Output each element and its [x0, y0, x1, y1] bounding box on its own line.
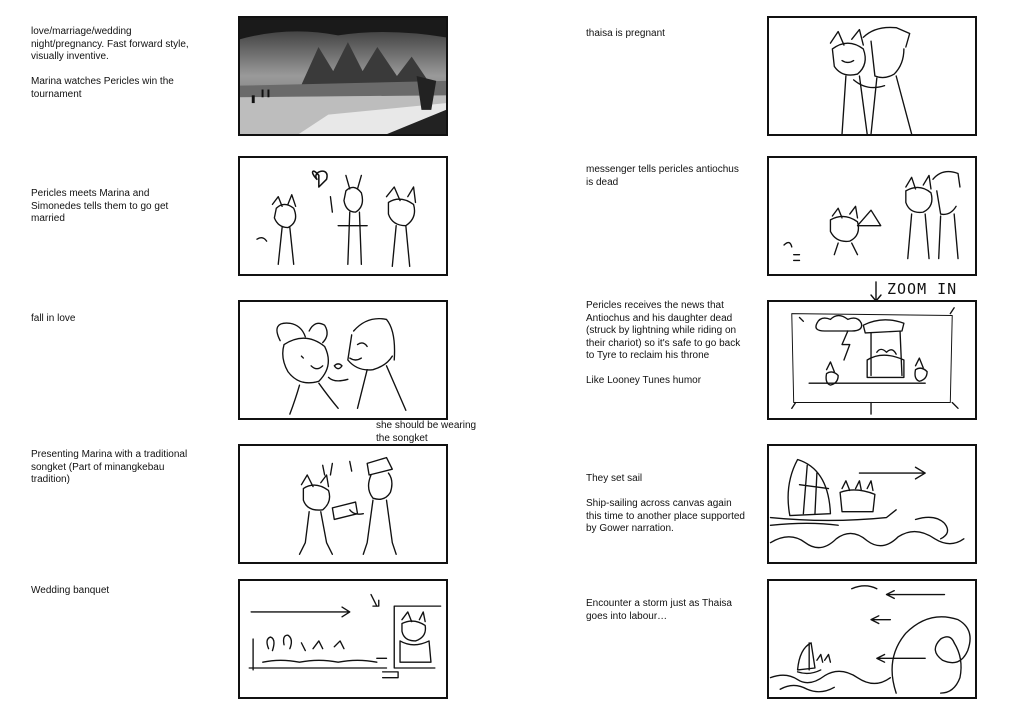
- storyboard-panel-pregnant: [767, 16, 977, 136]
- love-sketch: [240, 302, 446, 418]
- storyboard-panel-fall-in-love: [238, 300, 448, 420]
- sailing-sketch: [769, 446, 975, 562]
- storyboard-panel-storm: [767, 579, 977, 699]
- caption-messenger: messenger tells pericles antiochus is dead: [586, 164, 739, 188]
- storyboard-panel-lightning: [767, 300, 977, 420]
- messenger-sketch: [769, 158, 975, 274]
- caption-banquet: Wedding banquet: [31, 585, 110, 596]
- storyboard-panel-tournament: [238, 16, 448, 136]
- lightning-sketch: [769, 302, 975, 418]
- caption-meeting: Pericles meets Marina and Simonedes tells them to go get married: [31, 188, 169, 224]
- caption-songket: Presenting Marina with a traditional songket (Part of minangkebau tradition): [31, 449, 188, 485]
- zoom-in-note: ZOOM IN: [887, 280, 958, 298]
- caption-lightning: Pericles receives the news that Antiochus and his daughter dead (struck by lightning while riding on their chariot) so it's safe to go back to Tyre to reclaim his throne Like Looney Tunes humor: [586, 300, 741, 386]
- songket-note: she should be wearing the songket: [376, 420, 477, 444]
- banquet-sketch: [240, 581, 446, 697]
- meeting-sketch: [240, 158, 446, 274]
- storyboard-panel-meeting: [238, 156, 448, 276]
- tournament-sketch: [240, 18, 446, 134]
- caption-fall-in-love: fall in love: [31, 313, 76, 324]
- storyboard-panel-sailing: [767, 444, 977, 564]
- storm-sketch: [769, 581, 975, 697]
- caption-sailing: They set sail Ship-sailing across canvas again this time to another place supported by Gower narration.: [586, 473, 745, 534]
- pregnant-sketch: [769, 18, 975, 134]
- storyboard-panel-messenger: [767, 156, 977, 276]
- songket-sketch: [240, 446, 446, 562]
- storyboard-panel-banquet: [238, 579, 448, 699]
- storyboard-panel-songket: [238, 444, 448, 564]
- caption-storm: Encounter a storm just as Thaisa goes into labour…: [586, 598, 732, 622]
- caption-tournament: love/marriage/wedding night/pregnancy. Fast forward style, visually inventive. Marina watches Pericles win the tournament: [31, 26, 189, 100]
- caption-pregnant: thaisa is pregnant: [586, 28, 665, 39]
